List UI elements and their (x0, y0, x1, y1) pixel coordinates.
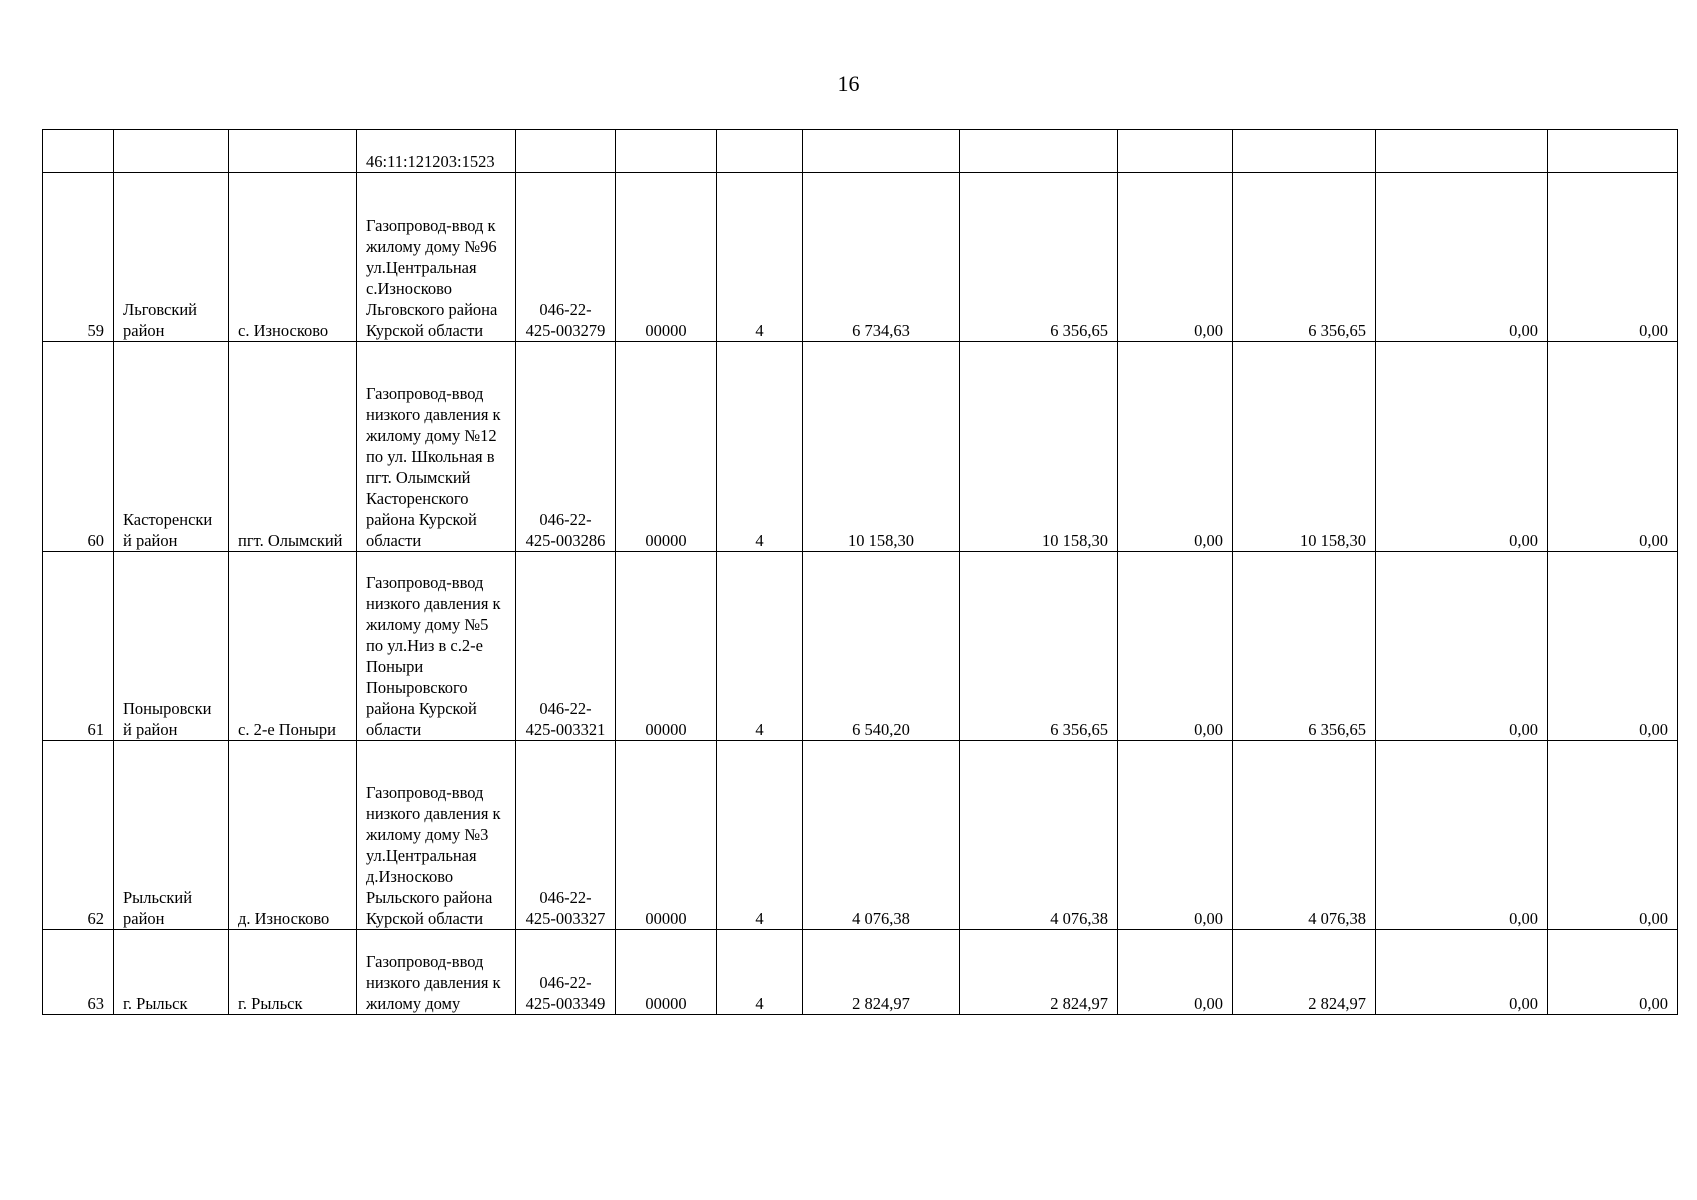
cell-description: Газопровод-ввод к жилому дому №96 ул.Центральная с.Износково Льговского района Курской области (357, 173, 516, 342)
cell-col6: 00000 (616, 741, 717, 930)
cell-col11: 10 158,30 (1233, 342, 1376, 552)
cell-col9: 10 158,30 (960, 342, 1118, 552)
cell-col9: 6 356,65 (960, 552, 1118, 741)
page-number: 16 (837, 71, 860, 96)
cell-num: 62 (43, 741, 114, 930)
cell-num (43, 130, 114, 173)
cell-col11: 6 356,65 (1233, 552, 1376, 741)
cell-col7: 4 (717, 173, 803, 342)
cell-col13: 0,00 (1548, 552, 1678, 741)
cell-locality: с. 2-е Поныри (229, 552, 357, 741)
table-row-continuation (43, 130, 1678, 173)
cell-col12: 0,00 (1376, 342, 1548, 552)
cell-reg-code: 046-22-425-003321 (516, 552, 616, 741)
cell-district: Льговский район (114, 173, 229, 342)
cell-description: Газопровод-ввод низкого давления к жилому дому №3 ул.Центральная д.Износково Рыльского района Курской области (357, 741, 516, 930)
cell-col9 (960, 130, 1118, 173)
cell-col8: 4 076,38 (803, 741, 960, 930)
objects-table (42, 129, 1678, 1015)
cell-col11: 2 824,97 (1233, 930, 1376, 1015)
cell-col9: 6 356,65 (960, 173, 1118, 342)
cell-description: Газопровод-ввод низкого давления к жилому дому №12 по ул. Школьная в пгт. Олымский Касторенского района Курской области (357, 342, 516, 552)
cell-num: 60 (43, 342, 114, 552)
cell-num: 61 (43, 552, 114, 741)
cell-col9: 2 824,97 (960, 930, 1118, 1015)
cell-col10: 0,00 (1118, 552, 1233, 741)
cell-col12: 0,00 (1376, 741, 1548, 930)
cell-description: Газопровод-ввод низкого давления к жилому дому №5 по ул.Низ в с.2-е Поныри Поныровского района Курской области (357, 552, 516, 741)
cell-col13: 0,00 (1548, 342, 1678, 552)
table-row (43, 930, 1678, 1015)
cell-col8: 6 734,63 (803, 173, 960, 342)
cell-col7: 4 (717, 741, 803, 930)
cell-col6: 00000 (616, 173, 717, 342)
cell-col13: 0,00 (1548, 173, 1678, 342)
cell-reg-code: 046-22-425-003327 (516, 741, 616, 930)
cell-district: Поныровский район (114, 552, 229, 741)
table-row (43, 741, 1678, 930)
cell-col7: 4 (717, 930, 803, 1015)
cell-col13: 0,00 (1548, 930, 1678, 1015)
cell-num: 63 (43, 930, 114, 1015)
cell-col6: 00000 (616, 342, 717, 552)
cell-description: Газопровод-ввод низкого давления к жилому дому (357, 930, 516, 1015)
cell-locality: с. Износково (229, 173, 357, 342)
cell-locality: пгт. Олымский (229, 342, 357, 552)
cell-locality (229, 130, 357, 173)
cell-col8: 6 540,20 (803, 552, 960, 741)
cell-col6: 00000 (616, 552, 717, 741)
cell-col12 (1376, 130, 1548, 173)
cell-col7: 4 (717, 552, 803, 741)
cell-district: г. Рыльск (114, 930, 229, 1015)
cell-col6: 00000 (616, 930, 717, 1015)
cell-col8 (803, 130, 960, 173)
cell-col10: 0,00 (1118, 342, 1233, 552)
cell-col10: 0,00 (1118, 741, 1233, 930)
table-row (43, 342, 1678, 552)
table-row (43, 552, 1678, 741)
cell-col6 (616, 130, 717, 173)
cell-col9: 4 076,38 (960, 741, 1118, 930)
cell-col13: 0,00 (1548, 741, 1678, 930)
cell-col11 (1233, 130, 1376, 173)
cell-col10 (1118, 130, 1233, 173)
cell-col12: 0,00 (1376, 930, 1548, 1015)
cell-col7: 4 (717, 342, 803, 552)
cell-locality: д. Износково (229, 741, 357, 930)
cell-reg-code: 046-22-425-003286 (516, 342, 616, 552)
cell-district: Рыльский район (114, 741, 229, 930)
cell-reg-code: 046-22-425-003349 (516, 930, 616, 1015)
cell-col8: 10 158,30 (803, 342, 960, 552)
cell-num: 59 (43, 173, 114, 342)
cell-col8: 2 824,97 (803, 930, 960, 1015)
cell-district: Касторенский район (114, 342, 229, 552)
cell-col10: 0,00 (1118, 173, 1233, 342)
cell-col7 (717, 130, 803, 173)
cell-col13 (1548, 130, 1678, 173)
cell-col11: 6 356,65 (1233, 173, 1376, 342)
cell-district (114, 130, 229, 173)
cell-col12: 0,00 (1376, 552, 1548, 741)
cell-description: 46:11:121203:1523 (357, 130, 516, 173)
cell-reg-code: 046-22-425-003279 (516, 173, 616, 342)
cell-col10: 0,00 (1118, 930, 1233, 1015)
cell-col11: 4 076,38 (1233, 741, 1376, 930)
cell-col12: 0,00 (1376, 173, 1548, 342)
cell-reg-code (516, 130, 616, 173)
cell-locality: г. Рыльск (229, 930, 357, 1015)
table-row (43, 173, 1678, 342)
